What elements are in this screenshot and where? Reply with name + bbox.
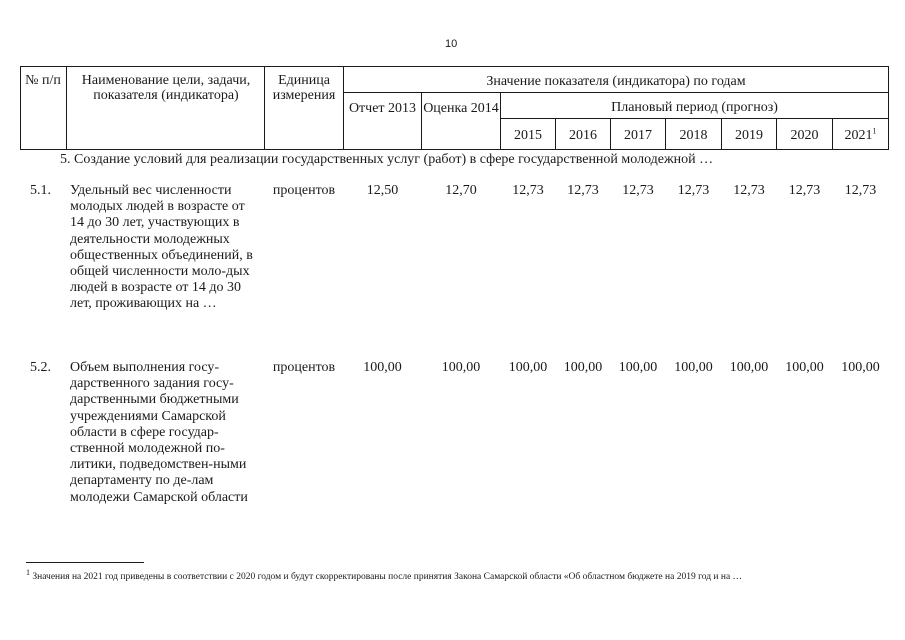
page-number: 10 — [445, 38, 458, 50]
footnote — [26, 567, 892, 585]
indicator-name: Объем выполнения госу-дарственного задания госу-дарственными бюджетными учреждениями Самарской области в сфере государ-ственной молодежной по-литики, подведомствен-ными департаменту по де-лам молодежи Самарской области — [70, 360, 248, 505]
estimate-cell: 100,00 — [441, 360, 481, 375]
estimate-cell: 12,70 — [445, 183, 477, 198]
value-cell-2021: 100,00 — [841, 360, 880, 375]
value-cell-2020: 100,00 — [785, 360, 824, 375]
header-year-2021 — [833, 128, 888, 143]
value-cell-2020: 12,73 — [788, 183, 821, 198]
value-cell-2021: 12,73 — [844, 183, 877, 198]
indicator-name: Удельный вес численности молодых людей в возрасте от 14 до 30 лет, участвующих в деятельности молодежных общественных объединений, в общей численности моло-дых людей в возрасте от 14 до 30 лет, проживающих на … — [70, 183, 253, 312]
section-title: 5. Создание условий для реализации государственных услуг (работ) в сфере государственной молодежной … — [60, 152, 714, 167]
header-year-2018: 2018 — [679, 128, 708, 143]
report-cell: 12,50 — [366, 183, 399, 198]
row-number: 5.2. — [30, 360, 51, 375]
value-cell-2018: 12,73 — [677, 183, 710, 198]
header-report-2013: Отчет 2013 — [348, 101, 417, 116]
header-year-2017: 2017 — [624, 128, 652, 143]
value-cell-2018: 100,00 — [674, 360, 713, 375]
unit-cell: процентов — [272, 360, 336, 375]
value-cell-2016: 12,73 — [567, 183, 599, 198]
header-col-number: № п/п — [25, 73, 61, 88]
value-cell-2017: 12,73 — [622, 183, 654, 198]
unit-cell: процентов — [272, 183, 336, 198]
header-year-2015: 2015 — [514, 128, 542, 143]
row-number: 5.1. — [30, 183, 51, 198]
report-cell: 100,00 — [363, 360, 402, 375]
header-plan-group: Плановый период (прогноз) — [611, 100, 778, 115]
value-cell-2015: 100,00 — [508, 360, 548, 375]
header-col-unit: Единица измерения — [272, 73, 336, 103]
footnote-mark: 1 — [26, 567, 30, 577]
value-cell-2019: 100,00 — [729, 360, 769, 375]
value-cell-2019: 12,73 — [733, 183, 765, 198]
header-year-2016: 2016 — [569, 128, 597, 143]
footnote-text: Значения на 2021 год приведены в соответствии с 2020 годом и будут скорректированы после принятия Закона Самарской области «Об областном бюджете на 2019 год и на … — [32, 572, 743, 582]
header-year-2020: 2020 — [790, 128, 819, 143]
header-values-group: Значение показателя (индикатора) по годам — [486, 74, 746, 89]
header-col-name: Наименование цели, задачи, показателя (индикатора) — [81, 73, 251, 103]
value-cell-2015: 12,73 — [512, 183, 544, 198]
header-estimate-2014: Оценка 2014 — [423, 101, 499, 116]
value-cell-2017: 100,00 — [618, 360, 658, 375]
header-year-2019: 2019 — [735, 128, 763, 143]
value-cell-2016: 100,00 — [563, 360, 603, 375]
header-year-2021-label: 2021 — [844, 128, 873, 143]
footnote-reference: 1 — [872, 126, 877, 136]
footnote-divider — [26, 562, 144, 563]
